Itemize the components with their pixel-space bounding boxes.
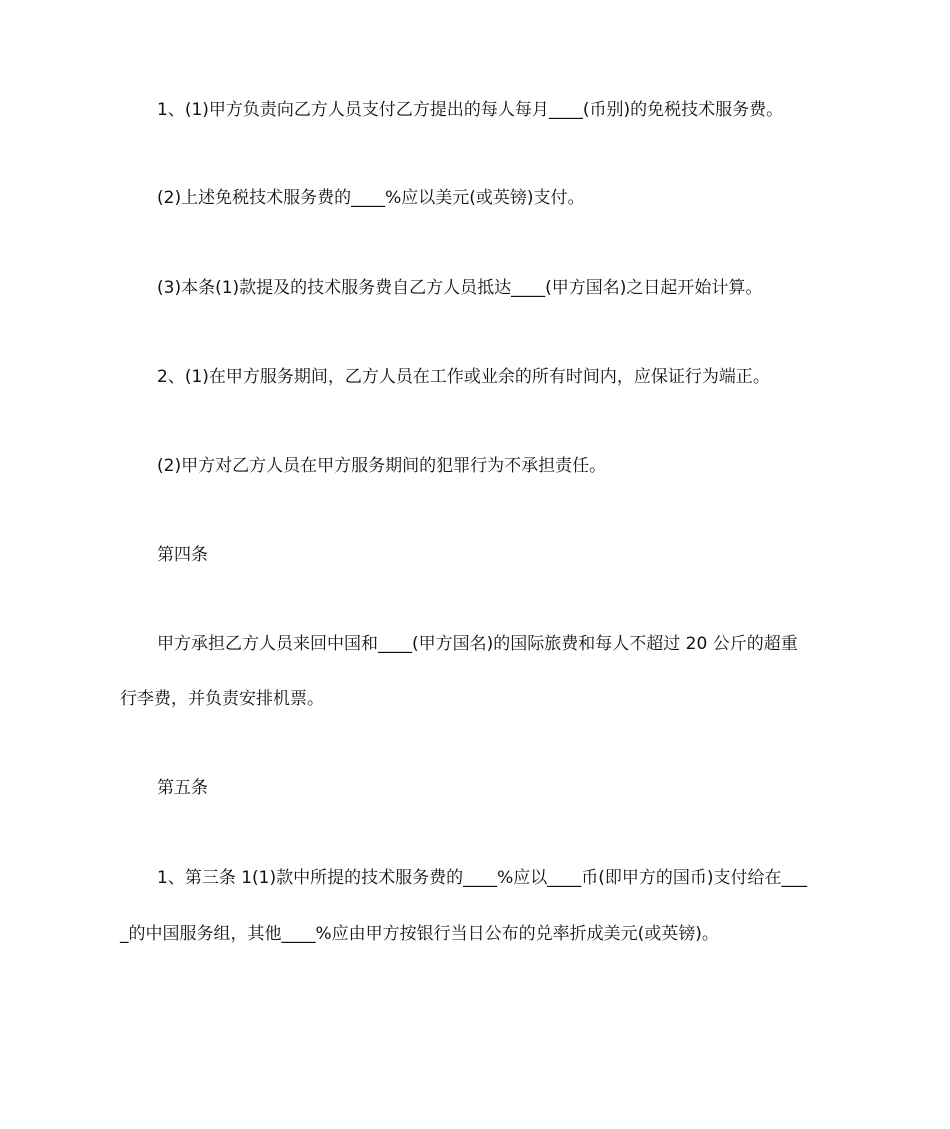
clause-3-1-2: (2)上述免税技术服务费的____%应以美元(或英镑)支付。: [157, 188, 585, 208]
clause-3-1-3: (3)本条(1)款提及的技术服务费自乙方人员抵达____(甲方国名)之日起开始计算。: [157, 278, 763, 298]
article-5-heading: 第五条: [157, 778, 208, 798]
clause-3-2-2: (2)甲方对乙方人员在甲方服务期间的犯罪行为不承担责任。: [157, 456, 607, 476]
article-4-text-line-1: 甲方承担乙方人员来回中国和____(甲方国名)的国际旅费和每人不超过 20 公斤的超重: [157, 634, 798, 654]
article-5-clause-1-line-1: 1、第三条 1(1)款中所提的技术服务费的____%应以____币(即甲方的国币)支付给在___: [157, 868, 808, 888]
article-4-text-line-2: 行李费，并负责安排机票。: [120, 689, 324, 709]
article-4-heading: 第四条: [157, 545, 208, 565]
article-5-clause-1-line-2: _的中国服务组，其他____%应由甲方按银行当日公布的兑率折成美元(或英镑)。: [120, 924, 719, 944]
clause-3-1-1: 1、(1)甲方负责向乙方人员支付乙方提出的每人每月____(币别)的免税技术服务费。: [157, 100, 784, 120]
clause-3-2-1: 2、(1)在甲方服务期间，乙方人员在工作或业余的所有时间内，应保证行为端正。: [157, 367, 770, 387]
